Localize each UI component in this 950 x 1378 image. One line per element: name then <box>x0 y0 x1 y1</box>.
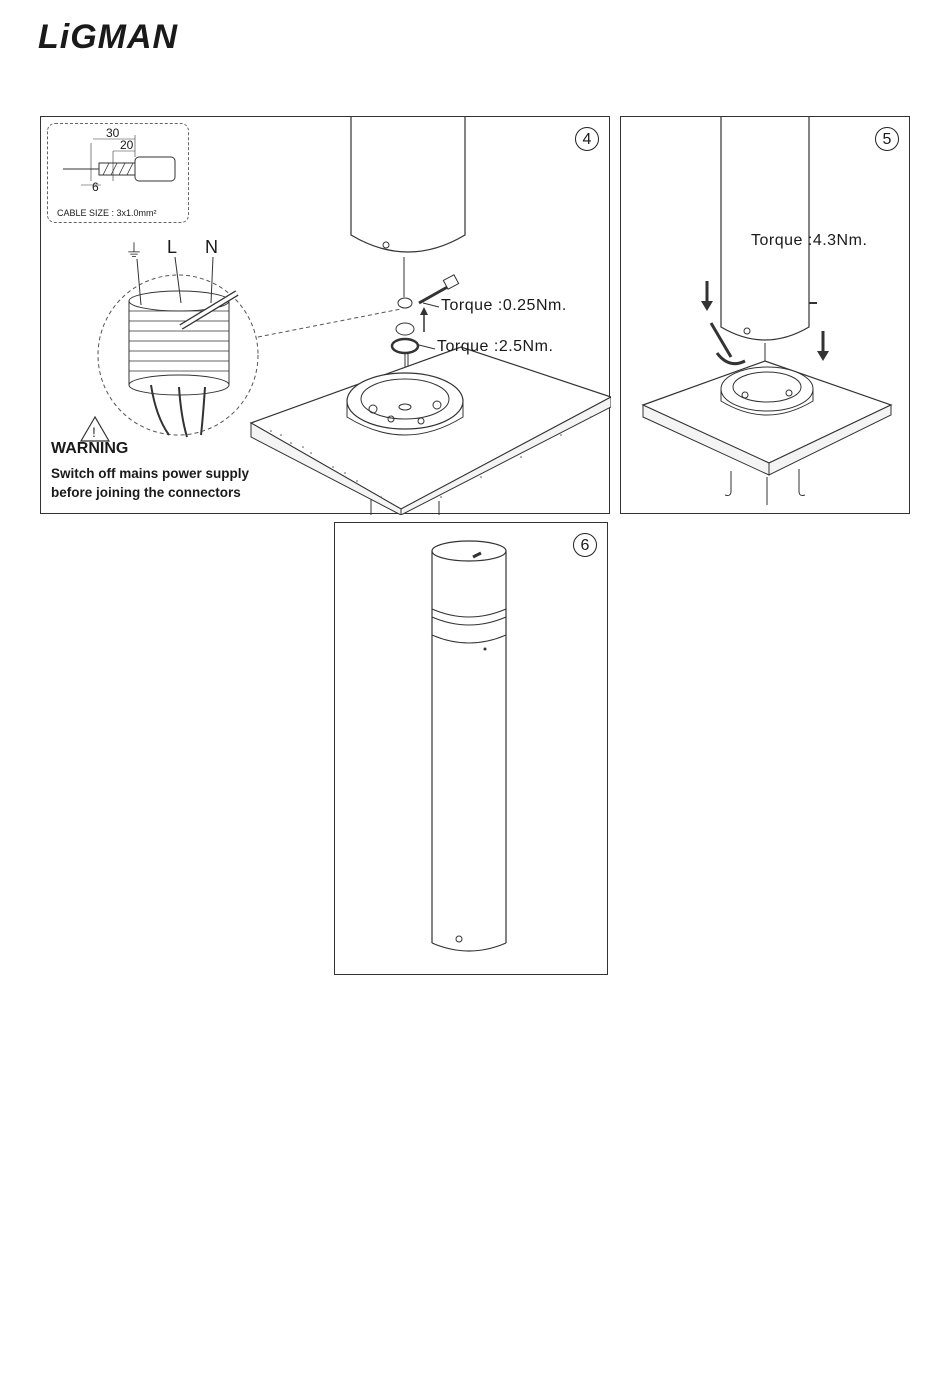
step-6-panel <box>334 522 608 975</box>
torque-gland-label: Torque :2.5Nm. <box>437 338 554 355</box>
step-5-panel <box>620 116 910 514</box>
dim-30: 30 <box>106 126 120 140</box>
ligman-logo <box>36 18 236 54</box>
logo-wordmark: LiGMAN <box>38 18 179 54</box>
step-5-illustration <box>621 117 911 515</box>
step-6-illustration <box>335 523 609 976</box>
neutral-terminal-label: N <box>205 237 218 257</box>
torque-connector-label: Torque :0.25Nm. <box>441 297 567 314</box>
cable-size-label: CABLE SIZE : 3x1.0mm² <box>57 208 157 218</box>
svg-text:!: ! <box>92 424 96 440</box>
cable-spec-box <box>47 123 189 223</box>
warning-line-2: before joining the connectors <box>51 485 241 500</box>
step-6-number: 6 <box>573 533 597 557</box>
step-4-panel <box>40 116 610 514</box>
warning-title: WARNING <box>51 440 129 457</box>
torque-fixing-label: Torque :4.3Nm. <box>751 232 868 249</box>
step-4-number: 4 <box>575 127 599 151</box>
warning-line-1: Switch off mains power supply <box>51 466 250 481</box>
dim-20: 20 <box>120 138 134 152</box>
step-5-number: 5 <box>875 127 899 151</box>
dim-6: 6 <box>92 180 99 194</box>
earth-terminal-symbol: ⏚ <box>125 241 143 261</box>
live-terminal-label: L <box>167 237 178 257</box>
